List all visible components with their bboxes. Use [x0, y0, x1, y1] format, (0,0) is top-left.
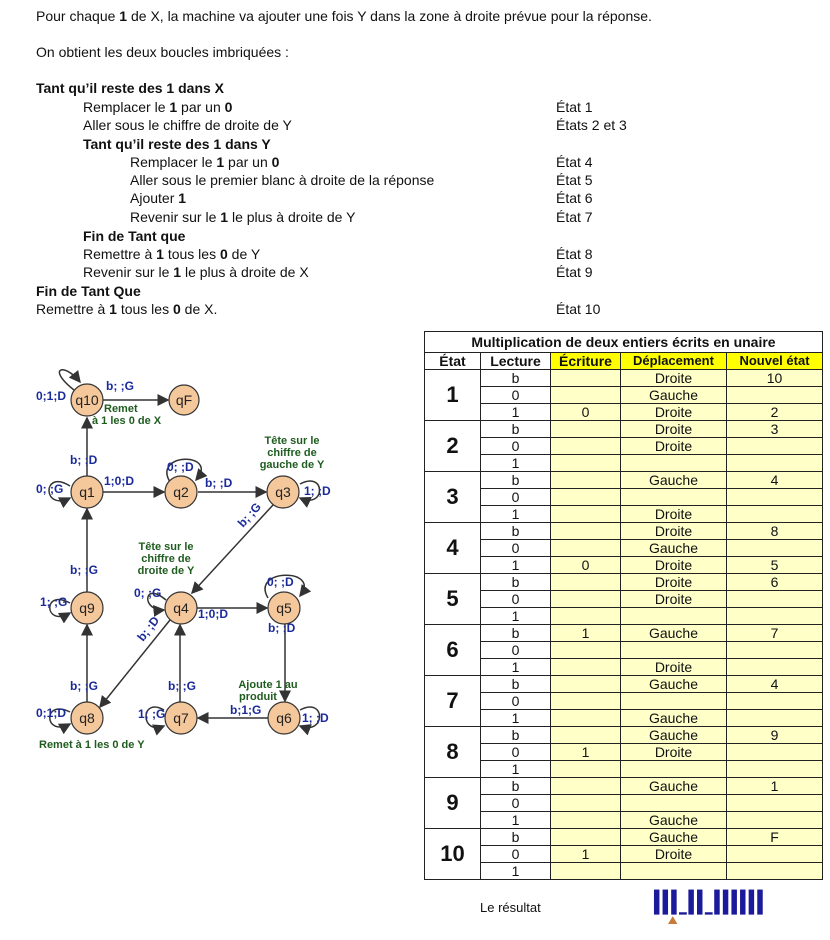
state-cell: 1: [425, 370, 481, 421]
algo-line: [130, 171, 434, 189]
table-row: [425, 540, 823, 557]
label-q1-q10: b; ;D: [70, 453, 98, 467]
state-q7: [165, 702, 197, 734]
lecture-cell: b: [481, 472, 551, 489]
col-nouvel-etat: Nouvel état: [727, 353, 823, 370]
lecture-cell: 1: [481, 659, 551, 676]
algo-fragment: 1: [178, 190, 187, 206]
nouvel-etat-cell: [727, 659, 823, 676]
intro-line-1: [36, 7, 652, 25]
table-row: [425, 506, 823, 523]
lecture-cell: 1: [481, 710, 551, 727]
lecture-cell: b: [481, 421, 551, 438]
algo-fragment: 1: [156, 246, 164, 262]
ecriture-cell: [551, 642, 621, 659]
state-cell: 2: [425, 421, 481, 472]
ecriture-cell: [551, 506, 621, 523]
table-row: [425, 846, 823, 863]
svg-text:qF: qF: [175, 392, 193, 408]
tape-one-mark: [688, 890, 693, 915]
algo-fragment: 1: [169, 99, 178, 115]
algo-fragment: 1: [216, 154, 225, 170]
ecriture-cell: 1: [551, 846, 621, 863]
deplacement-cell: Droite: [621, 506, 727, 523]
algo-fragment: par un: [177, 99, 225, 115]
algo-fragment: 0: [172, 301, 181, 317]
deplacement-cell: [621, 642, 727, 659]
deplacement-cell: Droite: [621, 404, 727, 421]
deplacement-cell: Gauche: [621, 778, 727, 795]
label-q3-loop: 1; ;D: [304, 484, 331, 498]
algo-line: [83, 263, 309, 281]
ecriture-cell: [551, 812, 621, 829]
deplacement-cell: Gauche: [621, 625, 727, 642]
table-row: [425, 795, 823, 812]
lecture-cell: 1: [481, 455, 551, 472]
tape-one-mark: [654, 890, 659, 915]
tape-blank-mark: [679, 912, 687, 914]
algo-state: État 1: [556, 99, 593, 115]
algo-line: [130, 153, 279, 171]
algo-fragment: 0: [271, 154, 280, 170]
deplacement-cell: Droite: [621, 659, 727, 676]
label-q1-loop: 0; ;G: [36, 482, 64, 496]
ecriture-cell: [551, 489, 621, 506]
svg-text:q3: q3: [275, 484, 291, 500]
ecriture-cell: [551, 829, 621, 846]
table-row: [425, 370, 823, 387]
note-tete-droite-2: chiffre de: [141, 553, 191, 565]
lecture-cell: b: [481, 523, 551, 540]
algo-line: [83, 245, 260, 263]
svg-text:q1: q1: [79, 484, 95, 500]
ecriture-cell: [551, 591, 621, 608]
tape-one-mark: [697, 890, 702, 915]
edge-q3-q4: [192, 505, 273, 593]
deplacement-cell: Droite: [621, 370, 727, 387]
nouvel-etat-cell: 2: [727, 404, 823, 421]
table-row: [425, 438, 823, 455]
deplacement-cell: Gauche: [621, 727, 727, 744]
deplacement-cell: [621, 795, 727, 812]
state-cell: 7: [425, 676, 481, 727]
tape-one-mark: [723, 890, 728, 915]
label-q5-q6: b; ;D: [268, 621, 296, 635]
table-row: [425, 659, 823, 676]
lecture-cell: b: [481, 676, 551, 693]
lecture-cell: b: [481, 829, 551, 846]
deplacement-cell: Gauche: [621, 710, 727, 727]
lecture-cell: b: [481, 574, 551, 591]
svg-text:q8: q8: [79, 710, 95, 726]
label-q2-loop: 0; ;D: [167, 460, 194, 474]
label-q10-qF: b; ;G: [106, 379, 134, 393]
nouvel-etat-cell: [727, 540, 823, 557]
ecriture-cell: [551, 659, 621, 676]
table-row: [425, 625, 823, 642]
algo-state: État 4: [556, 154, 593, 170]
svg-text:q2: q2: [173, 484, 189, 500]
algo-fragment: Aller sous le chiffre de droite de Y: [83, 117, 292, 133]
lecture-cell: 1: [481, 608, 551, 625]
table-row: [425, 472, 823, 489]
intro-fragment: Pour chaque: [36, 8, 120, 24]
table-row: [425, 863, 823, 880]
lecture-cell: 1: [481, 557, 551, 574]
col-ecriture: Écriture: [551, 353, 621, 370]
table-row: [425, 387, 823, 404]
lecture-cell: 1: [481, 404, 551, 421]
label-q1-q2: 1;0;D: [104, 474, 135, 488]
deplacement-cell: [621, 608, 727, 625]
tape-one-mark: [731, 890, 736, 915]
tape-blank-mark: [705, 912, 713, 914]
ecriture-cell: 0: [551, 557, 621, 574]
intro-line-2: On obtient les deux boucles imbriquées :: [36, 44, 289, 60]
table-row: [425, 693, 823, 710]
tape-one-mark: [714, 890, 719, 915]
ecriture-cell: [551, 693, 621, 710]
algo-fragment: de X.: [180, 301, 218, 317]
ecriture-cell: 1: [551, 625, 621, 642]
svg-text:q6: q6: [276, 710, 292, 726]
nouvel-etat-cell: 6: [727, 574, 823, 591]
lecture-cell: 0: [481, 387, 551, 404]
ecriture-cell: [551, 472, 621, 489]
ecriture-cell: [551, 727, 621, 744]
algo-fragment: le plus à droite de X: [181, 264, 309, 280]
ecriture-cell: [551, 523, 621, 540]
tape-one-mark: [740, 890, 745, 915]
nouvel-etat-cell: 5: [727, 557, 823, 574]
table-row: [425, 404, 823, 421]
note-remet-y: Remet à 1 les 0 de Y: [39, 739, 145, 751]
ecriture-cell: [551, 455, 621, 472]
label-q3-q4: b; ;G: [234, 499, 264, 531]
note-ajoute-1: Ajoute 1 au: [238, 679, 298, 691]
algo-fragment: Remplacer le: [83, 99, 170, 115]
state-q2: [165, 476, 197, 508]
algo-fragment: Tant qu’il reste des 1 dans Y: [83, 136, 271, 152]
algo-line: [130, 208, 355, 226]
algo-fragment: 1: [109, 301, 117, 317]
label-q9-q1: b; ;G: [70, 563, 98, 577]
deplacement-cell: Droite: [621, 744, 727, 761]
svg-text:q9: q9: [79, 600, 95, 616]
algo-fragment: 0: [219, 246, 228, 262]
lecture-cell: 0: [481, 489, 551, 506]
state-diagram: [30, 360, 340, 760]
svg-text:q4: q4: [173, 600, 189, 616]
nouvel-etat-cell: [727, 438, 823, 455]
algo-fragment: de Y: [227, 246, 261, 262]
ecriture-cell: [551, 574, 621, 591]
transition-table: [424, 331, 823, 880]
nouvel-etat-cell: [727, 795, 823, 812]
ecriture-cell: [551, 608, 621, 625]
note-tete-droite-1: Tête sur le: [138, 541, 194, 553]
ecriture-cell: [551, 438, 621, 455]
algo-state: État 8: [556, 246, 593, 262]
col-etat: État: [425, 353, 481, 370]
deplacement-cell: Droite: [621, 591, 727, 608]
ecriture-cell: [551, 710, 621, 727]
table-row: [425, 727, 823, 744]
algo-line: [36, 79, 224, 97]
deplacement-cell: [621, 761, 727, 778]
state-cell: 4: [425, 523, 481, 574]
deplacement-cell: Droite: [621, 557, 727, 574]
state-q4: [165, 592, 197, 624]
state-cell: 9: [425, 778, 481, 829]
deplacement-cell: Gauche: [621, 829, 727, 846]
algo-line: [83, 116, 292, 134]
lecture-cell: 0: [481, 795, 551, 812]
nouvel-etat-cell: [727, 387, 823, 404]
table-row: [425, 676, 823, 693]
label-q5-loop: 0; ;D: [267, 575, 294, 589]
algo-fragment: Remettre à: [83, 246, 157, 262]
algo-state: État 10: [556, 301, 601, 317]
nouvel-etat-cell: 8: [727, 523, 823, 540]
lecture-cell: 1: [481, 761, 551, 778]
label-q7-loop: 1; ;G: [138, 707, 166, 721]
nouvel-etat-cell: [727, 591, 823, 608]
label-q9-loop: 1; ;G: [40, 595, 68, 609]
lecture-cell: 0: [481, 540, 551, 557]
state-cell: 6: [425, 625, 481, 676]
ecriture-cell: [551, 387, 621, 404]
ecriture-cell: 1: [551, 744, 621, 761]
note-remet-x-1: Remet: [104, 403, 138, 415]
lecture-cell: 0: [481, 693, 551, 710]
state-q8: [71, 702, 103, 734]
algo-fragment: 1: [173, 264, 182, 280]
algo-line: [130, 189, 186, 207]
algo-fragment: Ajouter: [130, 190, 179, 206]
lecture-cell: 1: [481, 863, 551, 880]
ecriture-cell: [551, 778, 621, 795]
label-q8-q9: b; ;G: [70, 679, 98, 693]
algo-fragment: par un: [224, 154, 272, 170]
nouvel-etat-cell: 7: [727, 625, 823, 642]
deplacement-cell: Gauche: [621, 540, 727, 557]
label-q2-q3: b; ;D: [205, 476, 233, 490]
table-row: [425, 608, 823, 625]
table-row: [425, 761, 823, 778]
ecriture-cell: [551, 540, 621, 557]
label-q6-q7: b;1;G: [230, 703, 262, 717]
nouvel-etat-cell: 9: [727, 727, 823, 744]
table-row: [425, 778, 823, 795]
state-q1: [71, 476, 103, 508]
table-row: [425, 574, 823, 591]
deplacement-cell: Droite: [621, 846, 727, 863]
nouvel-etat-cell: [727, 608, 823, 625]
state-qF: [169, 385, 199, 415]
nouvel-etat-cell: [727, 761, 823, 778]
deplacement-cell: Gauche: [621, 676, 727, 693]
lecture-cell: 1: [481, 812, 551, 829]
note-ajoute-2: produit: [239, 691, 277, 703]
table-row: [425, 829, 823, 846]
state-q6: [268, 702, 300, 734]
algo-fragment: Remplacer le: [130, 154, 217, 170]
lecture-cell: 0: [481, 846, 551, 863]
state-q9: [71, 592, 103, 624]
tape-one-mark: [663, 890, 668, 915]
nouvel-etat-cell: [727, 744, 823, 761]
nouvel-etat-cell: [727, 812, 823, 829]
state-q5: [268, 592, 300, 624]
note-tete-droite-3: droite de Y: [137, 565, 195, 577]
col-lecture: Lecture: [481, 353, 551, 370]
label-q8-loop: 0;1;D: [36, 706, 67, 720]
lecture-cell: 1: [481, 506, 551, 523]
table-row: [425, 489, 823, 506]
algo-fragment: 1: [220, 209, 229, 225]
state-cell: 10: [425, 829, 481, 880]
lecture-cell: b: [481, 625, 551, 642]
lecture-cell: 0: [481, 591, 551, 608]
deplacement-cell: Droite: [621, 523, 727, 540]
table-row: [425, 812, 823, 829]
nouvel-etat-cell: [727, 642, 823, 659]
algo-fragment: Fin de Tant que: [83, 228, 186, 244]
deplacement-cell: [621, 863, 727, 880]
tape-one-mark: [757, 890, 762, 915]
algo-state: État 5: [556, 172, 593, 188]
algo-state: État 9: [556, 264, 593, 280]
algo-fragment: Remettre à: [36, 301, 110, 317]
note-tete-gauche-2: chiffre de: [267, 447, 317, 459]
deplacement-cell: Gauche: [621, 387, 727, 404]
nouvel-etat-cell: [727, 693, 823, 710]
deplacement-cell: [621, 455, 727, 472]
nouvel-etat-cell: [727, 489, 823, 506]
label-q4-loop: 0; ;G: [134, 586, 162, 600]
nouvel-etat-cell: [727, 846, 823, 863]
table-title: Multiplication de deux entiers écrits en unaire: [425, 332, 823, 353]
label-q6-loop: 1; ;D: [302, 711, 329, 725]
nouvel-etat-cell: 10: [727, 370, 823, 387]
algo-fragment: Aller sous le premier blanc à droite de la réponse: [130, 172, 435, 188]
lecture-cell: 0: [481, 438, 551, 455]
tape-one-mark: [749, 890, 754, 915]
algo-fragment: le plus à droite de Y: [228, 209, 356, 225]
deplacement-cell: Droite: [621, 438, 727, 455]
table-row: [425, 744, 823, 761]
state-cell: 8: [425, 727, 481, 778]
result-tape-image: [637, 888, 793, 924]
ecriture-cell: [551, 795, 621, 812]
deplacement-cell: [621, 693, 727, 710]
label-q4-q8: b; ;D: [134, 613, 163, 644]
svg-text:q5: q5: [276, 600, 292, 616]
tape-one-mark: [671, 890, 676, 915]
lecture-cell: b: [481, 778, 551, 795]
algo-line: [36, 300, 217, 318]
table-row: [425, 421, 823, 438]
algo-state: États 2 et 3: [556, 117, 627, 133]
intro-fragment: 1: [119, 8, 128, 24]
nouvel-etat-cell: [727, 506, 823, 523]
result-label: Le résultat: [480, 900, 541, 915]
state-cell: 3: [425, 472, 481, 523]
note-tete-gauche-1: Tête sur le: [264, 435, 320, 447]
algo-fragment: Tant qu’il reste des 1 dans X: [36, 80, 225, 96]
deplacement-cell: [621, 489, 727, 506]
state-q3: [267, 476, 299, 508]
nouvel-etat-cell: F: [727, 829, 823, 846]
ecriture-cell: [551, 676, 621, 693]
deplacement-cell: Droite: [621, 421, 727, 438]
tape-head-marker: [668, 916, 677, 924]
nouvel-etat-cell: 4: [727, 676, 823, 693]
state-q10: [71, 384, 103, 416]
algo-fragment: Fin de Tant Que: [36, 283, 141, 299]
table-row: [425, 642, 823, 659]
state-cell: 5: [425, 574, 481, 625]
algo-line: [36, 282, 141, 300]
nouvel-etat-cell: 3: [727, 421, 823, 438]
algo-fragment: tous les: [116, 301, 173, 317]
algo-line: [83, 135, 271, 153]
nouvel-etat-cell: [727, 863, 823, 880]
algo-line: [83, 98, 232, 116]
lecture-cell: 0: [481, 642, 551, 659]
intro-fragment: de X, la machine va ajouter une fois Y dans la zone à droite prévue pour la réponse.: [127, 8, 652, 24]
algo-state: État 6: [556, 190, 593, 206]
table-row: [425, 557, 823, 574]
svg-text:q7: q7: [173, 710, 189, 726]
deplacement-cell: Droite: [621, 574, 727, 591]
nouvel-etat-cell: 1: [727, 778, 823, 795]
ecriture-cell: [551, 421, 621, 438]
table-row: [425, 591, 823, 608]
ecriture-cell: 0: [551, 404, 621, 421]
lecture-cell: b: [481, 370, 551, 387]
algo-fragment: Revenir sur le: [130, 209, 221, 225]
lecture-cell: b: [481, 727, 551, 744]
ecriture-cell: [551, 761, 621, 778]
label-q10-loop: 0;1;D: [36, 389, 67, 403]
label-q4-q5: 1;0;D: [198, 607, 229, 621]
ecriture-cell: [551, 370, 621, 387]
col-deplacement: Déplacement: [621, 353, 727, 370]
nouvel-etat-cell: [727, 710, 823, 727]
note-remet-x-2: à 1 les 0 de X: [92, 415, 162, 427]
algo-fragment: Revenir sur le: [83, 264, 174, 280]
nouvel-etat-cell: [727, 455, 823, 472]
ecriture-cell: [551, 863, 621, 880]
algo-state: État 7: [556, 209, 593, 225]
deplacement-cell: Gauche: [621, 472, 727, 489]
nouvel-etat-cell: 4: [727, 472, 823, 489]
lecture-cell: 0: [481, 744, 551, 761]
svg-text:q10: q10: [75, 392, 99, 408]
note-tete-gauche-3: gauche de Y: [259, 459, 325, 471]
deplacement-cell: Gauche: [621, 812, 727, 829]
table-row: [425, 710, 823, 727]
algo-fragment: 0: [224, 99, 233, 115]
algo-fragment: tous les: [163, 246, 220, 262]
table-row: [425, 455, 823, 472]
algo-line: [83, 227, 185, 245]
label-q7-q4: b; ;G: [168, 679, 196, 693]
table-row: [425, 523, 823, 540]
